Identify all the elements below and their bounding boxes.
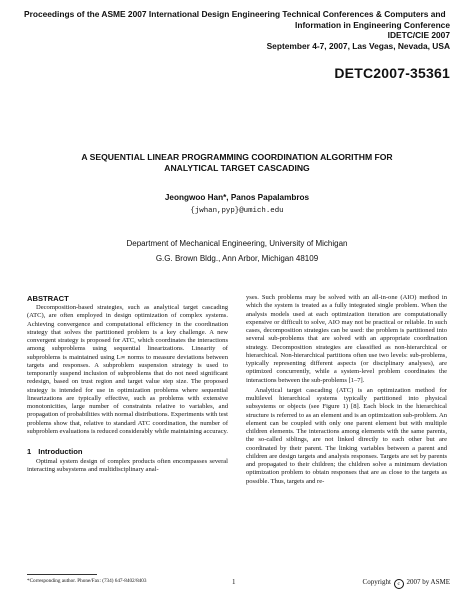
body-paragraph: Analytical target cascading (ATC) is an optimization method for multilevel hierarchical systems typically partitioned into physical subsystems or objects (see Figure 1) [8]. Each block in the hierarchical structure is referred to as an element and is an optimization sub-problem. An element can be coupled with only one parent element but with multiple children elements. The interactions among elements with the same parents, the so-called siblings, are not linked directly to each other but are coordinated by their parent. The linking variables between a parent and children are design targets and analysis responses. Targets are set by parents and propagated to their children; the children solve a minimum deviation optimization problem to obtain responses that are as close to the targets as possible. Thus, targets and re- — [246, 386, 447, 485]
copyright-prefix: Copyright — [362, 578, 391, 586]
proceedings-header — [24, 9, 450, 51]
section-title: Introduction — [38, 447, 83, 456]
body-paragraph: yses. Such problems may be solved with an all-in-one (AIO) method in which the system is treated as a fully integrated single problem. When the analysis models used at each optimization iteration are computationally expensive or difficult to solve, AIO may not be practical or reliable. In such cases, decomposition strategies can be used: the problem is partitioned into several sub-problems that are solved with an appropriate coordination strategy. Decomposition strategies are classified as non-hierarchical or hierarchical. Non-hierarchical partitions often use two levels: sub-problems, typically representing different aspects (or disciplinary analyses), are optimized concurrently, while a system-level problem coordinates the interactions between the sub-problems [1–7]. — [246, 294, 447, 384]
affiliation — [0, 237, 474, 266]
introduction-text: Optimal system design of complex products often encompasses several interacting subsystems and multidisciplinary anal- — [27, 458, 228, 474]
copyright-suffix: 2007 by ASME — [406, 578, 450, 586]
affiliation-line: Department of Mechanical Engineering, University of Michigan — [126, 239, 348, 248]
copyright-notice — [363, 578, 450, 589]
right-column — [246, 294, 447, 486]
conference-line: Proceedings of the ASME 2007 International Design Engineering Technical Conferences & Computers and — [24, 9, 446, 19]
title-line: ANALYTICAL TARGET CASCADING — [164, 163, 310, 173]
paper-number: DETC2007-35361 — [334, 65, 450, 81]
author-email: {jwhan,pyp}@umich.edu — [190, 207, 284, 215]
title-line: A SEQUENTIAL LINEAR PROGRAMMING COORDINATION ALGORITHM FOR — [81, 152, 393, 162]
page-number: 1 — [232, 578, 236, 586]
authors: Jeongwoo Han*, Panos Papalambros — [164, 193, 310, 202]
footnote: *Corresponding author. Phone/Fax: (734) 647-8402/8403 — [27, 578, 147, 584]
abstract-heading: ABSTRACT — [27, 294, 69, 303]
copyright-symbol: c — [394, 579, 404, 589]
affiliation-line: G.G. Brown Bldg., Ann Arbor, Michigan 48109 — [155, 253, 319, 263]
conference-line: September 4-7, 2007, Las Vegas, Nevada, USA — [266, 40, 450, 51]
introduction-heading — [27, 447, 228, 456]
left-column — [27, 294, 228, 475]
section-number: 1 — [27, 447, 32, 456]
conference-line: IDETC/CIE 2007 — [387, 30, 450, 41]
conference-line: Information in Engineering Conference — [295, 19, 450, 30]
abstract-text: Decomposition-based strategies, such as analytical target cascading (ATC), are often employed in design optimization of complex systems. Achieving convergence and computational efficiency in the coordination strategy that solves the partitioned problem is a key challenge. A new convergent strategy is proposed for ATC, which coordinates the interactions among subproblems using sequential linearizations. Linearity of subproblems is maintained using L∞ norms to measure deviations between targets and responses. A subproblem suspension strategy is used to temporarily suspend inclusion of subproblems that do not need significant redesign, based on trust region and target value step size. The proposed strategy is intended for use in optimization problems where sequential linearizations are typically effective, such as problems with extensive monotonicities, large number of constraints relative to variables, and propagation of probabilities with normal distributions. Experiments with test problems show that, relative to standard ATC coordination, the number of subproblem evaluations is reduced considerably while maintaining accuracy. — [27, 304, 229, 435]
footnote-divider — [27, 574, 97, 575]
paper-title — [0, 152, 474, 174]
